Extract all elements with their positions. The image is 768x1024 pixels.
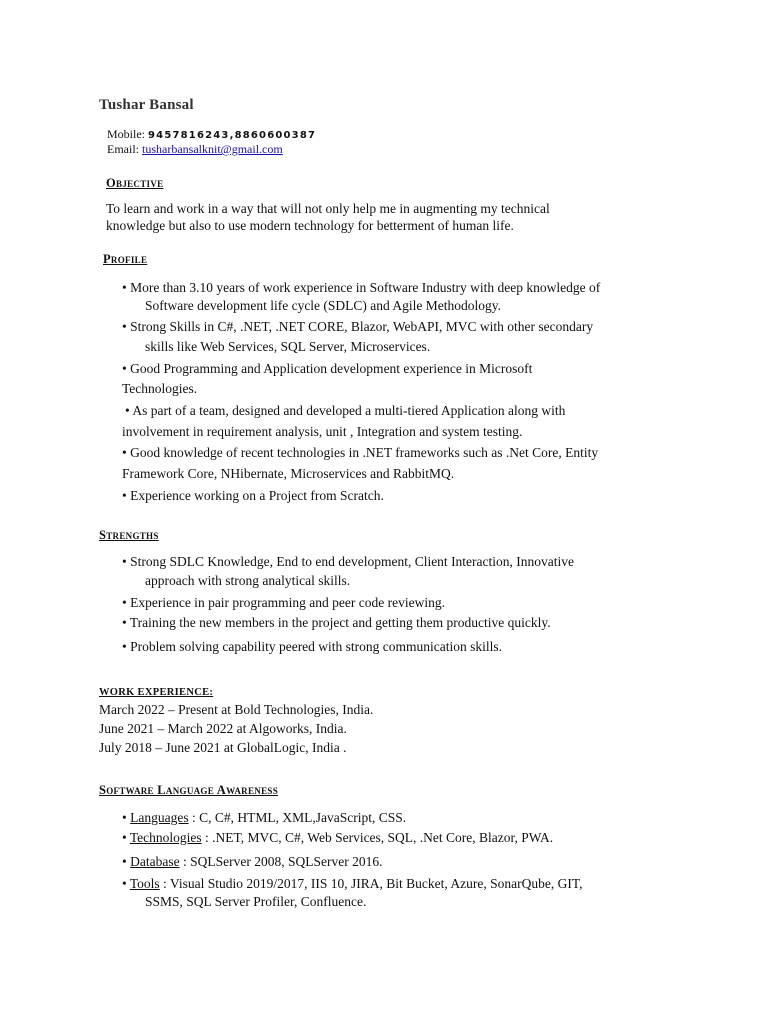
- mobile-number: 9457816243,8860600387: [148, 130, 317, 141]
- profile-line: Framework Core, NHibernate, Microservices and RabbitMQ.: [122, 466, 455, 481]
- skill-item-languages: • Languages : C, C#, HTML, XML,JavaScript, CSS.: [122, 810, 407, 825]
- skill-item-database: • Database : SQLServer 2008, SQLServer 2016.: [122, 854, 383, 869]
- objective-line: knowledge but also to use modern technology for betterment of human life.: [106, 218, 514, 233]
- strength-line: • Training the new members in the project and getting them productive quickly.: [122, 615, 551, 630]
- skill-label: Languages: [130, 810, 189, 825]
- software-heading: Software Language Awareness: [99, 783, 279, 797]
- skill-item-technologies: • Technologies : .NET, MVC, C#, Web Services, SQL, .Net Core, Blazor, PWA.: [122, 830, 554, 845]
- strength-line: approach with strong analytical skills.: [145, 573, 351, 588]
- skill-text: : SQLServer 2008, SQLServer 2016.: [179, 854, 383, 869]
- profile-line: involvement in requirement analysis, unit , Integration and system testing.: [122, 424, 523, 439]
- strengths-heading: Strengths: [99, 528, 159, 542]
- work-line: March 2022 – Present at Bold Technologies, India.: [99, 702, 374, 717]
- profile-line: skills like Web Services, SQL Server, Microservices.: [145, 339, 431, 354]
- profile-line: • Good Programming and Application development experience in Microsoft: [122, 361, 533, 376]
- work-line: July 2018 – June 2021 at GlobalLogic, India .: [99, 740, 347, 755]
- profile-line: • Strong Skills in C#, .NET, .NET CORE, Blazor, WebAPI, MVC with other secondary: [122, 319, 594, 334]
- email-link[interactable]: tusharbansalknit@gmail.com: [142, 142, 283, 156]
- profile-line: • Good knowledge of recent technologies in .NET frameworks such as .Net Core, Entity: [122, 445, 599, 460]
- email-line: [107, 142, 283, 157]
- skill-text: : Visual Studio 2019/2017, IIS 10, JIRA, Bit Bucket, Azure, SonarQube, GIT,: [159, 876, 583, 891]
- mobile-label: Mobile:: [107, 127, 145, 141]
- skill-label: Database: [130, 854, 180, 869]
- objective-line: To learn and work in a way that will not only help me in augmenting my technical: [106, 201, 550, 216]
- strength-line: • Strong SDLC Knowledge, End to end development, Client Interaction, Innovative: [122, 554, 575, 569]
- strength-line: • Problem solving capability peered with strong communication skills.: [122, 639, 503, 654]
- skill-label: Tools: [129, 876, 160, 891]
- strength-line: • Experience in pair programming and peer code reviewing.: [122, 595, 445, 610]
- skill-item-tools: • Tools : Visual Studio 2019/2017, IIS 10, JIRA, Bit Bucket, Azure, SonarQube, GIT,: [122, 876, 583, 891]
- profile-line: • As part of a team, designed and developed a multi-tiered Application along with: [125, 403, 566, 418]
- skill-text: : C, C#, HTML, XML,JavaScript, CSS.: [188, 810, 407, 825]
- skill-label: Technologies: [129, 830, 202, 845]
- profile-heading: Profile: [103, 252, 148, 266]
- profile-line: • More than 3.10 years of work experience in Software Industry with deep knowledge of: [122, 280, 601, 295]
- mobile-line: [107, 127, 316, 142]
- work-line: June 2021 – March 2022 at Algoworks, India.: [99, 721, 347, 736]
- profile-line: • Experience working on a Project from Scratch.: [122, 488, 384, 503]
- objective-heading: Objective: [106, 176, 164, 190]
- candidate-name: Tushar Bansal: [99, 97, 194, 113]
- profile-line: Technologies.: [122, 381, 198, 396]
- email-label: Email:: [107, 142, 139, 156]
- skill-tools-continuation: SSMS, SQL Server Profiler, Confluence.: [145, 894, 367, 909]
- profile-line: Software development life cycle (SDLC) and Agile Methodology.: [145, 298, 502, 313]
- skill-text: : .NET, MVC, C#, Web Services, SQL, .Net Core, Blazor, PWA.: [201, 830, 554, 845]
- work-experience-heading: WORK EXPERIENCE:: [99, 687, 214, 698]
